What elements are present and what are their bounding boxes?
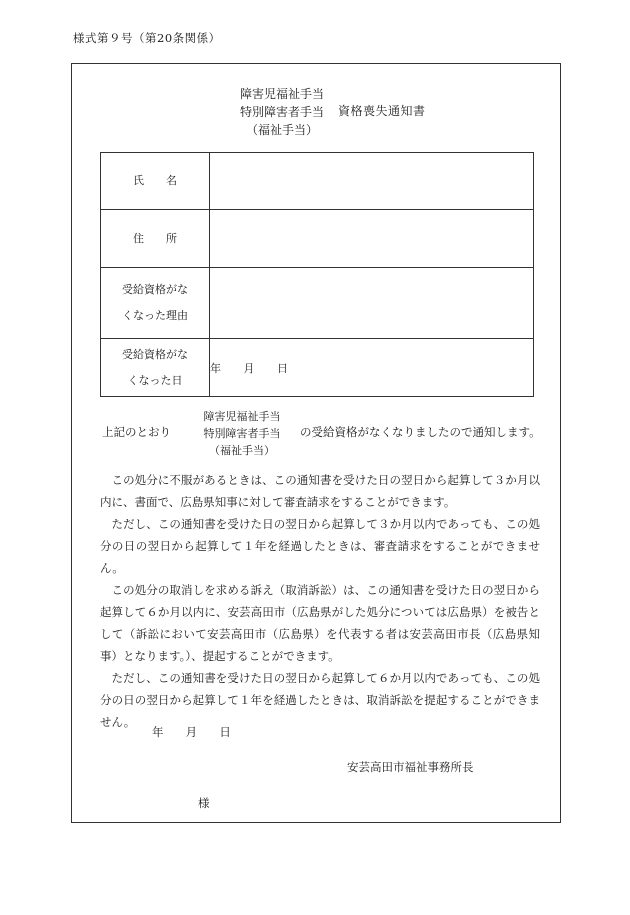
info-table (100, 152, 534, 397)
date-year-unit: 年 (210, 361, 221, 375)
paragraph-review-limit: ただし、この通知書を受けた日の翌日から起算して３か月以内であっても、この処分の日の翌日から起算して１年を経過したときは、審査請求をすることができません。 (100, 517, 540, 575)
appeal-instructions (100, 469, 540, 733)
notice-allowance-line-1: 障害児福祉手当 (203, 410, 281, 423)
date-day-unit: 日 (277, 361, 288, 375)
reason-label: 受給資格がな くなった理由 (101, 268, 210, 339)
document-title: 資格喪失通知書 (338, 104, 426, 118)
name-field[interactable] (210, 153, 534, 210)
address-label: 住 所 (101, 210, 210, 268)
paragraph-lawsuit: この処分の取消しを求める訴え（取消訴訟）は、この通知書を受けた日の翌日から起算して６か月以内に、安芸高田市（広島県がした処分については広島県）を被告として（訴訟において安芸高田市（広島県）を代表する者は安芸高田市長（広島県知事）となります。）、提起することができます。 (100, 583, 540, 663)
title-allowance-stack (230, 85, 334, 139)
issuing-office: 安芸高田市福祉事務所長 (347, 760, 474, 774)
table-row-date (101, 339, 534, 397)
issue-month-unit: 月 (185, 725, 198, 739)
title-allowance-line-3: （福祉手当） (245, 123, 318, 137)
issue-date (152, 724, 231, 740)
notice-row (102, 408, 562, 460)
table-row-address (101, 210, 534, 268)
paragraph-lawsuit-limit: ただし、この通知書を受けた日の翌日から起算して６か月以内であっても、この処分の日の翌日から起算して１年を経過したときは、取消訴訟を提起することができません。 (100, 671, 540, 729)
name-label: 氏 名 (101, 153, 210, 210)
notice-suffix: の受給資格がなくなりましたので通知します。 (300, 425, 541, 439)
issue-day-unit: 日 (219, 725, 231, 739)
address-field[interactable] (210, 210, 534, 268)
table-row-reason (101, 268, 534, 339)
reason-field[interactable] (210, 268, 534, 339)
loss-date-label: 受給資格がな くなった日 (101, 339, 210, 397)
form-frame (71, 63, 561, 823)
notice-allowance-line-3: （福祉手当） (209, 444, 275, 457)
paragraph-review-request: この処分に不服があるときは、この通知書を受けた日の翌日から起算して３か月以内に、書面で、広島県知事に対して審査請求をすることができます。 (100, 473, 540, 509)
form-number: 様式第９号（第20条関係） (73, 31, 221, 45)
title-allowance-line-1: 障害児福祉手当 (239, 87, 324, 101)
loss-date-field[interactable] (210, 339, 534, 397)
date-month-unit: 月 (243, 361, 255, 375)
notice-allowance-line-2: 特別障害者手当 (203, 427, 281, 440)
notice-allowance-stack (190, 408, 294, 459)
notice-prefix: 上記のとおり (102, 425, 171, 439)
issue-year-unit: 年 (152, 725, 164, 739)
title-allowance-line-2: 特別障害者手当 (239, 105, 324, 119)
table-row-name (101, 153, 534, 210)
addressee-honorific: 様 (198, 796, 210, 810)
